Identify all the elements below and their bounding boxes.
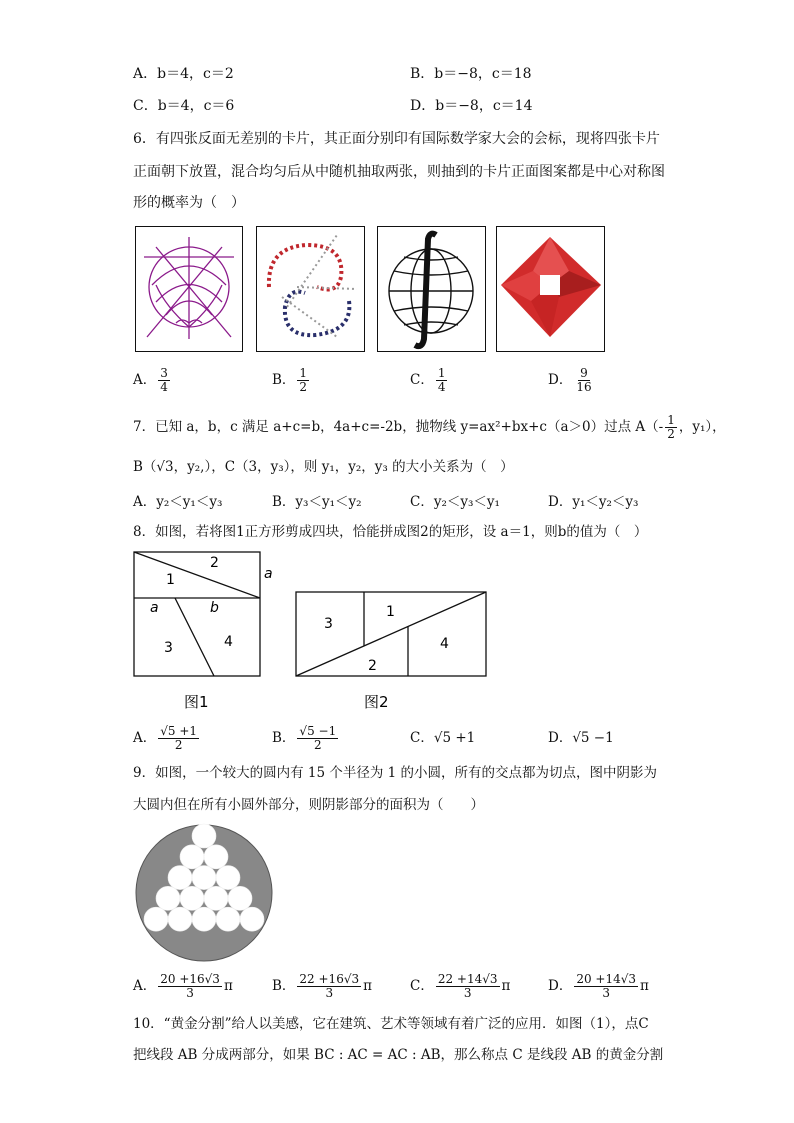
small-circle [180, 886, 204, 910]
q9-line2: 大圆内但在所有小圆外部分，则阴影部分的面积为（ ） [133, 797, 484, 813]
q7-option-a: A．y₂＜y₁＜y₃ [133, 494, 223, 510]
fig2-label-2: 2 [368, 658, 377, 674]
q8-option-d: D．√5 −1 [548, 730, 614, 746]
fig1-caption: 图1 [184, 693, 209, 711]
fig1-label-1: 1 [166, 572, 175, 588]
q6-option-a: A． $\frac{3}{4}$ [133, 365, 168, 394]
q6-line2: 正面朝下放置，混合均匀后从中随机抽取两张，则抽到的卡片正面图案都是中心对称图 [133, 164, 665, 180]
q10-line1: 10．“黄金分割”给人以美感，它在建筑、艺术等领域有着广泛的应用．如图（1），点C [133, 1016, 649, 1032]
small-circle [216, 866, 240, 890]
card-emblem-1 [135, 226, 243, 352]
q7-line1: 7．已知 a，b，c 满足 a+c=b，4a+c=-2b，抛物线 y=ax²+bx+c（a＞0）过点 A（- $\frac{1}{2}$ ，y₁）， [133, 412, 726, 441]
q7-line2: B（√3，y₂,），C（3，y₃），则 y₁，y₂，y₃ 的大小关系为（ ） [133, 459, 514, 475]
q8-line1: 8．如图，若将图1正方形剪成四块，恰能拼成图2的矩形，设 a＝1，则b的值为（ ） [133, 524, 648, 540]
emblem-red-square-pinwheel [497, 227, 604, 351]
q7-option-d: D．y₁＜y₂＜y₃ [548, 494, 639, 510]
q7-option-c: C．y₂＜y₃＜y₁ [410, 494, 500, 510]
small-circle [228, 886, 252, 910]
small-circle [192, 866, 216, 890]
small-circle [240, 907, 264, 931]
fig1-label-3: 3 [164, 640, 173, 656]
small-circle [216, 907, 240, 931]
q9-option-c: C． $\frac{22 +14√3}{3}$ π [410, 971, 511, 1000]
q9-option-d: D． $\frac{20 +14√3}{3}$ π [548, 971, 649, 1000]
q9-option-b: B． $\frac{22 +16√3}{3}$ π [272, 971, 372, 1000]
q9-option-a: A． $\frac{20 +16√3}{3}$ π [133, 971, 233, 1000]
q6-option-d: D． $\frac{9}{16}$ [548, 365, 592, 394]
emblem-globe-integral [378, 227, 485, 351]
small-circle [168, 866, 192, 890]
q8-option-b: B． $\frac{√5 -1}{2}$ [272, 723, 337, 752]
emblem-purple-circle-figure [136, 227, 242, 351]
q6-line1: 6．有四张反面无差别的卡片，其正面分别印有国际数学家大会的会标，现将四张卡片 [133, 131, 660, 147]
q7-option-b: B．y₃＜y₁＜y₂ [272, 494, 362, 510]
small-circle [192, 824, 216, 848]
q6-option-b: B． $\frac{1}{2}$ [272, 365, 308, 394]
card-emblem-2 [256, 226, 365, 352]
fig2-label-1: 1 [386, 604, 395, 620]
q8-option-c: C．√5 +1 [410, 730, 476, 746]
card-emblem-3 [377, 226, 486, 352]
small-circle [156, 886, 180, 910]
q9-circles-figure [133, 822, 275, 964]
small-circle [204, 886, 228, 910]
q10-line2: 把线段 AB 分成两部分，如果 BC : AC = AC : AB，那么称点 C 是线段 AB 的黄金分割 [133, 1047, 664, 1063]
fig2-label-4: 4 [440, 636, 449, 652]
q9-line1: 9．如图，一个较大的圆内有 15 个半径为 1 的小圆，所有的交点都为切点，图中阴影为 [133, 765, 658, 781]
fig1-label-a-side: a [264, 566, 273, 582]
q6-line3: 形的概率为（ ） [133, 195, 245, 211]
fig2-caption: 图2 [364, 693, 389, 711]
small-circle [180, 845, 204, 869]
q8-option-a: A． $\frac{√5 +1}{2}$ [133, 723, 198, 752]
card-emblem-4 [496, 226, 605, 352]
q6-option-c: C． $\frac{1}{4}$ [410, 365, 446, 394]
fig1-label-2: 2 [210, 555, 219, 571]
fig1-label-b: b [210, 600, 219, 616]
small-circle [192, 907, 216, 931]
q5-option-d: D．b＝−8，c＝14 [410, 98, 533, 114]
q5-option-a: A．b＝4，c＝2 [133, 66, 234, 82]
q8-figures [128, 546, 498, 716]
q5-option-c: C．b＝4，c＝6 [133, 98, 235, 114]
fig2-label-3: 3 [324, 616, 333, 632]
fig1-label-4: 4 [224, 634, 233, 650]
small-circle [144, 907, 168, 931]
small-circle [204, 845, 228, 869]
emblem-dotted-spirals [257, 227, 364, 351]
small-circle [168, 907, 192, 931]
q5-option-b: B．b＝−8，c＝18 [410, 66, 532, 82]
fig1-label-a: a [150, 600, 159, 616]
